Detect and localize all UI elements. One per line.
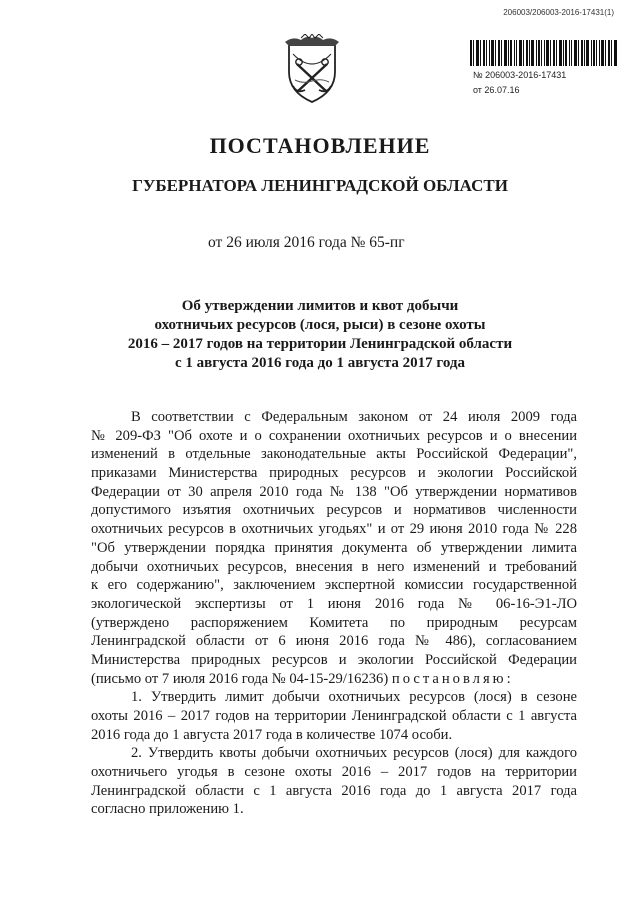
body-line: 2016 года до 1 августа 2017 года в количестве 1074 особи. — [91, 726, 453, 743]
body-line: добычи охотничьих ресурсов, внесения в него изменений и требований — [91, 558, 577, 575]
body-line: № 209-ФЗ "Об охоте и о сохранении охотничьих ресурсов и о внесении — [91, 427, 577, 444]
coat-of-arms-emblem — [283, 34, 341, 106]
decree-word: постановляю: — [391, 670, 514, 687]
body-line: к его содержанию", заключением экспертной комиссии государственной — [91, 577, 577, 594]
document-subtitle: ГУБЕРНАТОРА ЛЕНИНГРАДСКОЙ ОБЛАСТИ — [132, 176, 508, 195]
heading-line: с 1 августа 2016 года до 1 августа 2017 года — [174, 355, 465, 371]
decree-body — [91, 408, 577, 819]
heading-line: 2016 – 2017 годов на территории Ленинградской области — [127, 336, 513, 352]
body-line: согласно приложению 1. — [91, 801, 244, 818]
body-line: охотничьего угодья в сезоне охоты 2016 – 2017 годов на территории — [91, 764, 577, 781]
document-title: ПОСТАНОВЛЕНИЕ — [209, 133, 431, 158]
barcode — [470, 40, 618, 66]
body-line: экологической экспертизы от 1 июня 2016 года № 06-16-Э1-ЛО — [91, 595, 577, 612]
letter-reference: (письмо от 7 июля 2016 года № 04-15-29/16236) — [91, 670, 389, 687]
registration-date: от 26.07.16 — [473, 85, 520, 95]
body-line: (утверждено распоряжением Комитета по природным ресурсам — [91, 614, 577, 631]
body-line: "Об утверждении порядка принятия документа об утверждении лимита — [91, 539, 577, 556]
body-line: Министерства природных ресурсов и экологии Российской Федерации — [91, 651, 577, 668]
body-line: Ленинградской области от 6 июня 2016 года № 486), согласованием — [91, 633, 577, 650]
document-id: 206003/206003-2016-17431(1) — [503, 8, 614, 17]
body-line: Федерации от 30 апреля 2010 года № 138 "Об утверждении нормативов — [91, 483, 577, 500]
body-line: 1. Утвердить лимит добычи охотничьих ресурсов (лося) в сезоне — [131, 689, 577, 706]
body-line: охотничьих ресурсов в охотничьих угодьях" и от 29 июня 2010 года № 228 — [91, 521, 577, 538]
body-line: допустимого изъятия охотничьих ресурсов и нормативов численности — [91, 502, 577, 519]
body-line — [91, 670, 577, 689]
heading-line: охотничьих ресурсов (лося, рыси) в сезоне охоты — [154, 317, 486, 333]
decree-date-number: от 26 июля 2016 года № 65-пг — [208, 234, 405, 251]
body-line: охоты 2016 – 2017 годов на территории Ленинградской области с 1 августа — [91, 708, 577, 724]
body-line: приказами Министерства природных ресурсов и экологии Российской — [91, 465, 577, 482]
heading-line: Об утверждении лимитов и квот добычи — [181, 298, 459, 314]
body-line: 2. Утвердить квоты добычи охотничьих ресурсов (лося) для каждого — [131, 745, 577, 762]
body-line: изменений в отдельные законодательные акты Российской Федерации", — [91, 446, 577, 463]
registration-number: № 206003-2016-17431 — [473, 70, 567, 80]
body-line: Ленинградской области с 1 августа 2016 года до 1 августа 2017 года — [91, 782, 577, 799]
decree-heading — [110, 297, 530, 373]
body-line: В соответствии с Федеральным законом от 24 июля 2009 года — [131, 409, 577, 425]
